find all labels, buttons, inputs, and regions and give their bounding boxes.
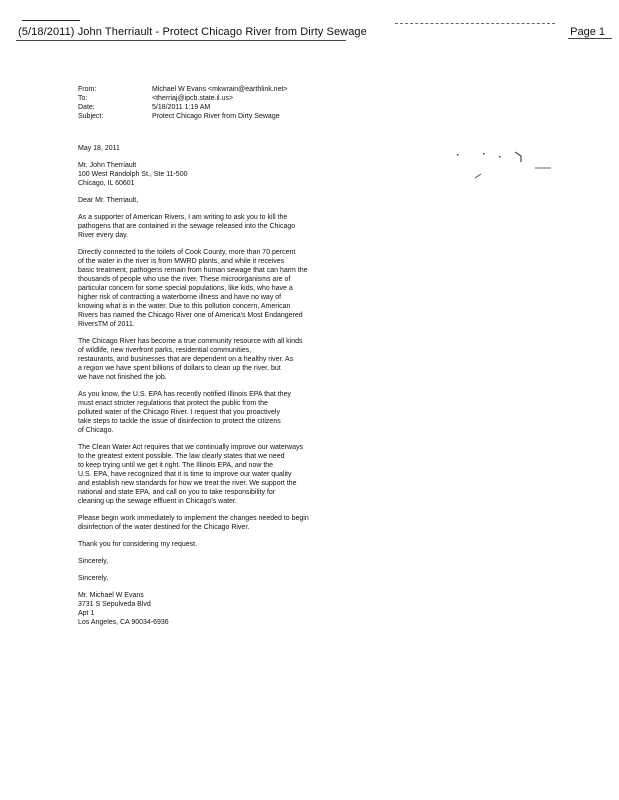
address-line: 100 West Randolph St., Ste 11-500 <box>78 171 188 178</box>
paragraph-line: restaurants, and businesses that are dependent on a healthy river. As <box>78 356 294 363</box>
signature-line: 3731 S Sepulveda Blvd <box>78 601 151 608</box>
signature-line: Mr. Michael W Evans <box>78 592 144 599</box>
paragraph-line: cleaning up the sewage effluent in Chicago's water. <box>78 498 237 505</box>
paragraph-line: to keep trying until we get it right. The Illinois EPA, and now the <box>78 462 274 469</box>
meta-row-to <box>78 94 288 103</box>
meta-label: Subject: <box>78 113 104 120</box>
paragraph-line: of the water in the river is from MWRD plants, and while it receives <box>78 258 285 265</box>
paragraph-line: Thank you for considering my request. <box>78 541 198 548</box>
meta-value: Michael W Evans <mkwrain@earthlink.net> <box>152 86 288 93</box>
meta-value: <therriaj@ipcb.state.il.us> <box>152 95 234 102</box>
document-header-title: (5/18/2011) John Therriault - Protect Chicago River from Dirty Sewage <box>18 26 367 38</box>
paragraph-line: pathogens that are contained in the sewage released into the Chicago <box>78 223 296 230</box>
header-underline <box>16 40 346 41</box>
scan-speck <box>483 153 485 155</box>
meta-label: To: <box>78 95 88 102</box>
scan-mark <box>515 152 521 162</box>
paragraph-line: we have not finished the job. <box>78 374 167 381</box>
recipient-address <box>78 161 378 188</box>
page-number-underline <box>568 38 612 39</box>
scan-speck <box>499 156 501 158</box>
paragraph-line: U.S. EPA, have recognized that it is time to improve our water quality <box>78 471 292 478</box>
address-line: Mr. John Therriault <box>78 162 137 169</box>
letter-paragraphs <box>78 213 378 549</box>
paragraph-line: to the greatest extent possible. The law clearly states that we need <box>78 453 285 460</box>
meta-value: Protect Chicago River from Dirty Sewage <box>152 113 280 120</box>
letter-body <box>78 144 378 635</box>
meta-row-from <box>78 85 288 94</box>
closing: Sincerely, <box>78 558 109 565</box>
page-number: Page 1 <box>570 26 605 38</box>
paragraph-line: The Chicago River has become a true community resource with all kinds <box>78 338 303 345</box>
paragraph-line: Please begin work immediately to implement the changes needed to begin <box>78 515 309 522</box>
paragraph-line: a region we have spent billions of dollars to clean up the river, but <box>78 365 281 372</box>
paragraph-line: River every day. <box>78 232 129 239</box>
address-line: Chicago, IL 60601 <box>78 180 135 187</box>
paragraph-line: As a supporter of American Rivers, I am writing to ask you to kill the <box>78 214 288 221</box>
header-dashed-rule <box>395 23 555 24</box>
paragraph-line: disinfection of the water destined for the Chicago River. <box>78 524 250 531</box>
letter-paragraph <box>78 443 378 506</box>
salutation: Dear Mr. Therriault, <box>78 197 139 204</box>
letter-paragraph <box>78 337 378 382</box>
header-rule <box>22 20 80 21</box>
paragraph-line: take steps to tackle the issue of disinfection to protect the citizens <box>78 418 281 425</box>
letter-paragraph <box>78 248 378 329</box>
paragraph-line: As you know, the U.S. EPA has recently notified Illinois EPA that they <box>78 391 291 398</box>
meta-row-subject <box>78 112 288 121</box>
paragraph-line: national and state EPA, and call on you to take responsibility for <box>78 489 276 496</box>
scan-specks <box>455 150 585 190</box>
letter-paragraph <box>78 514 378 532</box>
letter-paragraph <box>78 213 378 240</box>
paragraph-line: basic treatment, pathogens remain from human sewage that can harm the <box>78 267 308 274</box>
scan-mark <box>475 174 481 178</box>
letter-paragraph <box>78 390 378 435</box>
meta-value: 5/18/2011 1:19 AM <box>152 104 211 111</box>
paragraph-line: Directly connected to the toilets of Cook County, more than 70 percent <box>78 249 296 256</box>
scan-speck <box>457 154 459 156</box>
paragraph-line: knowing what is in the water. Due to this pollution concern, American <box>78 303 291 310</box>
paragraph-line: thousands of people who use the river. These microorganisms are of <box>78 276 291 283</box>
signature-line: Apt 1 <box>78 610 95 617</box>
paragraph-line: polluted water of the Chicago River. I request that you proactively <box>78 409 280 416</box>
letter-paragraph <box>78 540 378 549</box>
paragraph-line: particular concern for some special populations, like kids, who have a <box>78 285 293 292</box>
paragraph-line: higher risk of contracting a waterborne illness and have no way of <box>78 294 282 301</box>
meta-row-date <box>78 103 288 112</box>
email-metadata <box>78 85 288 121</box>
closing: Sincerely, <box>78 575 109 582</box>
paragraph-line: The Clean Water Act requires that we continually improve our waterways <box>78 444 304 451</box>
signature-line: Los Angeles, CA 90034-6936 <box>78 619 169 626</box>
paragraph-line: Rivers has named the Chicago River one of America's Most Endangered <box>78 312 303 319</box>
paragraph-line: must enact stricter regulations that protect the public from the <box>78 400 268 407</box>
paragraph-line: of wildlife, new riverfront parks, residential communities, <box>78 347 252 354</box>
paragraph-line: of Chicago. <box>78 427 114 434</box>
letter-date: May 18, 2011 <box>78 145 120 152</box>
paragraph-line: and establish new standards for how we treat the river. We support the <box>78 480 297 487</box>
meta-label: From: <box>78 86 97 93</box>
meta-label: Date: <box>78 104 95 111</box>
paragraph-line: RiversTM of 2011. <box>78 321 135 328</box>
signature-block <box>78 591 378 627</box>
